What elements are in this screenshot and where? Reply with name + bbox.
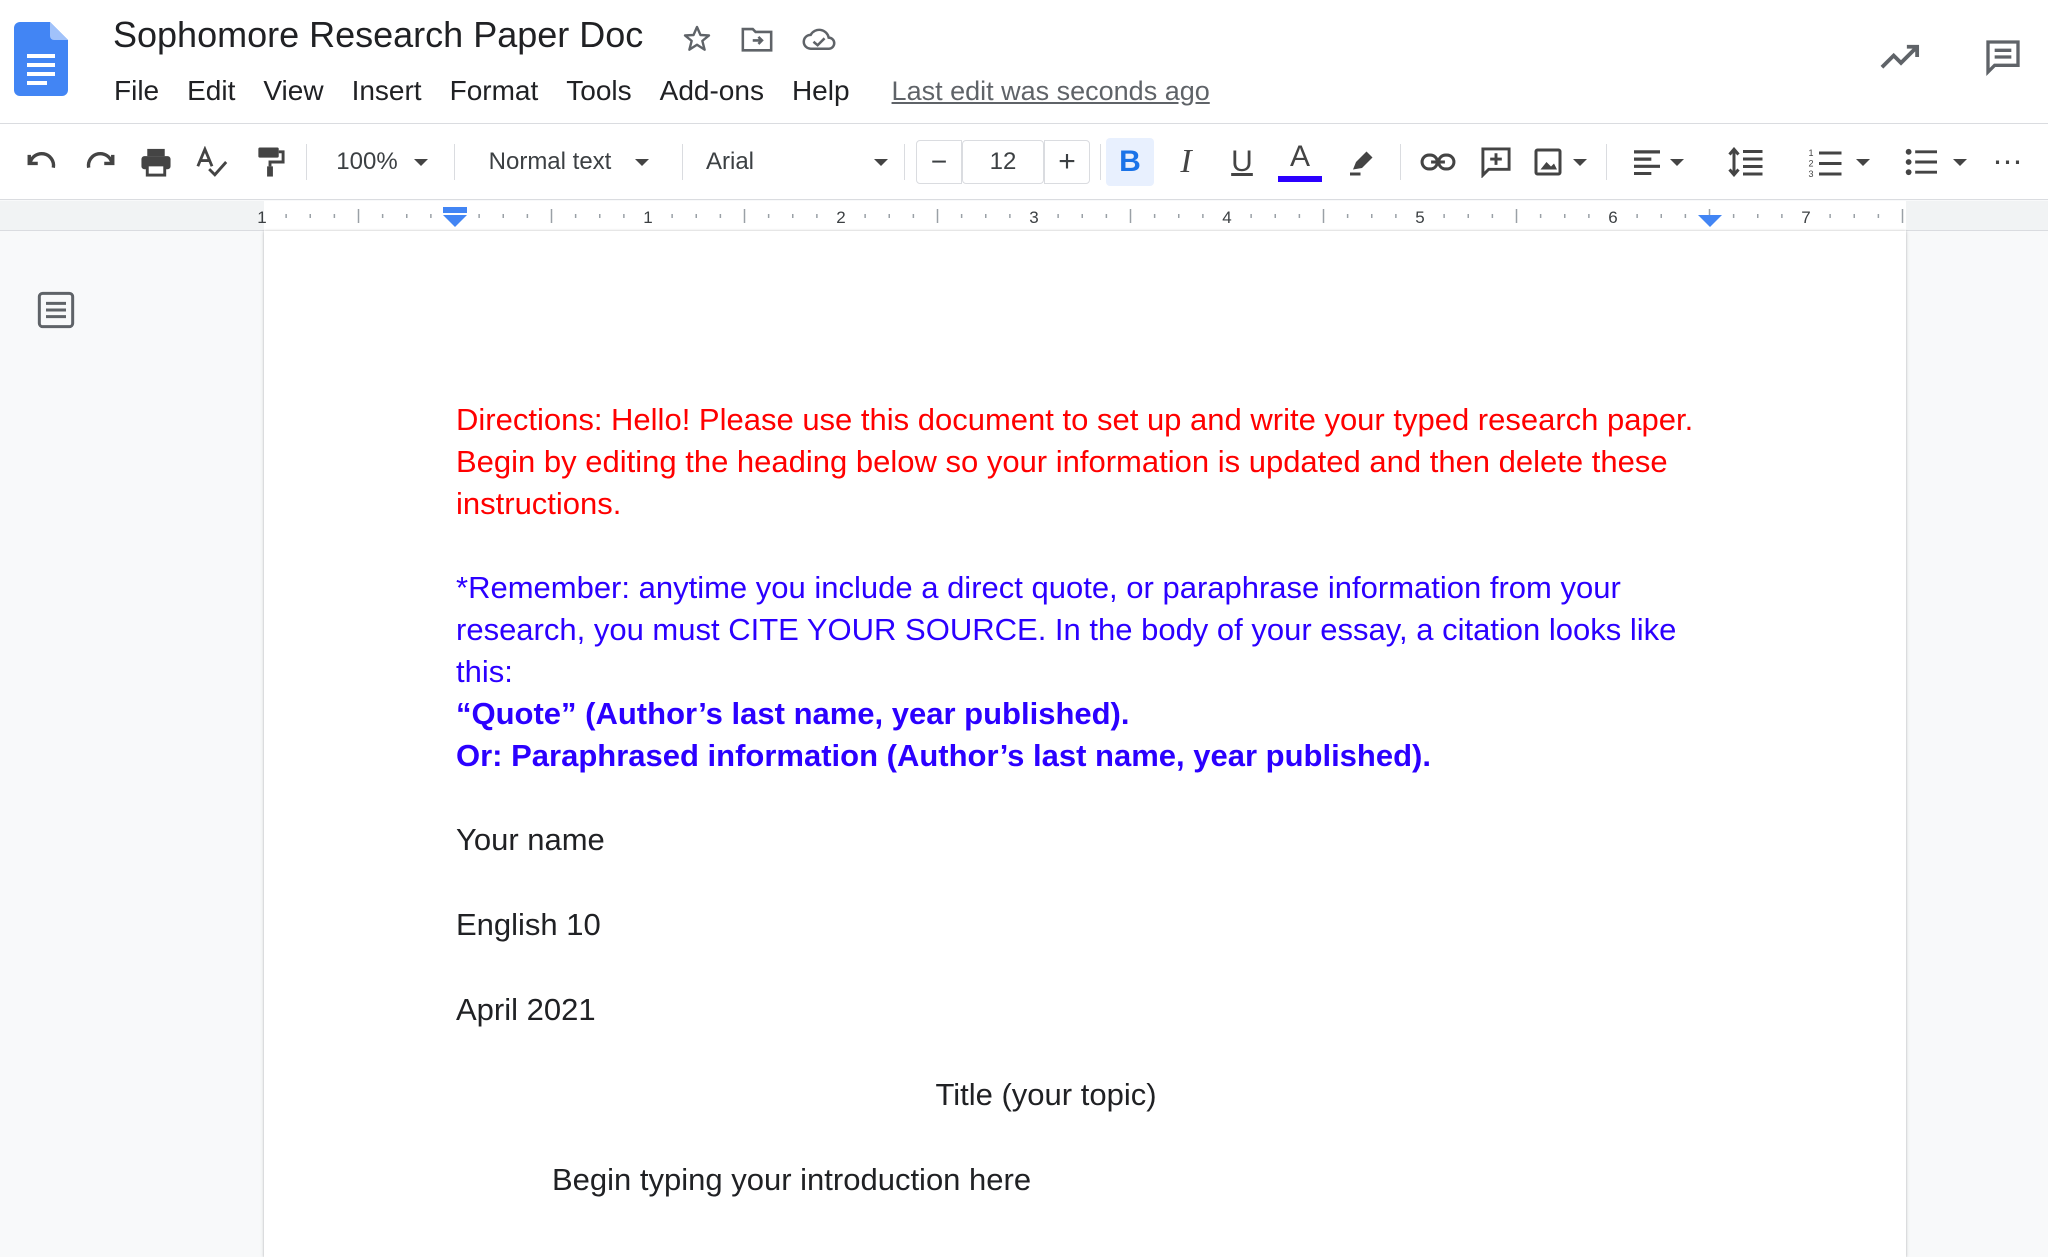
- chevron-down-icon: [1953, 159, 1967, 166]
- more-options-button[interactable]: ⋯: [1992, 145, 2024, 179]
- document-title[interactable]: Sophomore Research Paper Doc: [113, 14, 644, 55]
- ruler-label: 7: [1801, 208, 1811, 227]
- increase-font-size-button[interactable]: +: [1044, 140, 1090, 184]
- blank-line: [456, 861, 1706, 904]
- remember-paragraph[interactable]: *Remember: anytime you include a direct quote, or paraphrase information from your research, you must CITE YOUR SOURCE. In the body of your essay, a citation looks like this:: [456, 570, 1677, 689]
- header: [0, 0, 2048, 124]
- comment-history-icon[interactable]: [1978, 32, 2028, 82]
- spelling-grammar-icon[interactable]: [188, 138, 236, 186]
- heading-date[interactable]: April 2021: [456, 992, 596, 1027]
- star-icon[interactable]: [678, 20, 716, 58]
- toolbar-divider: [1400, 144, 1401, 180]
- ruler-label: 1: [257, 208, 267, 227]
- paint-format-icon[interactable]: [246, 138, 294, 186]
- ruler-scale: [0, 201, 2048, 231]
- svg-text:3: 3: [1808, 169, 1814, 177]
- menu-file[interactable]: File: [114, 75, 160, 106]
- toolbar-divider: [1606, 144, 1607, 180]
- image-icon: [1533, 147, 1563, 177]
- blank-line: [456, 777, 1706, 819]
- chevron-down-icon: [1670, 159, 1684, 166]
- blank-line: [456, 1031, 1706, 1074]
- ruler-label: 2: [836, 208, 846, 227]
- heading-name[interactable]: Your name: [456, 822, 605, 857]
- ruler-label: 3: [1029, 208, 1039, 227]
- toolbar-divider: [306, 144, 307, 180]
- toolbar-divider: [904, 144, 905, 180]
- blank-line: [456, 525, 1706, 567]
- menu-edit[interactable]: Edit: [187, 75, 236, 106]
- activity-dashboard-icon[interactable]: [1876, 32, 1926, 82]
- bulleted-list-icon: [1905, 147, 1937, 177]
- bulleted-list-button[interactable]: [1898, 138, 1974, 186]
- svg-text:2: 2: [1808, 158, 1814, 169]
- heading-class[interactable]: English 10: [456, 907, 601, 942]
- toolbar-divider: [1100, 144, 1101, 180]
- toolbar-divider: [454, 144, 455, 180]
- chevron-down-icon: [1856, 159, 1870, 166]
- numbered-list-icon: [1808, 147, 1842, 177]
- highlight-color-icon[interactable]: [1338, 138, 1386, 186]
- chevron-down-icon: [635, 159, 649, 166]
- document-body[interactable]: [456, 399, 1706, 1201]
- citation-paraphrase-example[interactable]: Or: Paraphrased information (Author’s last name, year published).: [456, 738, 1431, 773]
- ruler-label: 6: [1608, 208, 1618, 227]
- text-color-swatch: [1278, 176, 1322, 182]
- align-left-icon: [1632, 149, 1662, 175]
- citation-quote-example[interactable]: “Quote” (Author’s last name, year published).: [456, 696, 1130, 731]
- menu-view[interactable]: View: [263, 75, 324, 106]
- document-outline-icon[interactable]: [36, 290, 76, 330]
- font-value: Arial: [706, 148, 755, 175]
- ruler-label: 4: [1222, 208, 1232, 227]
- decrease-font-size-button[interactable]: −: [916, 140, 962, 184]
- ruler-label: 5: [1415, 208, 1425, 227]
- paragraph-style-value: Normal text: [488, 148, 612, 175]
- insert-link-icon[interactable]: [1414, 138, 1462, 186]
- svg-text:1: 1: [1808, 148, 1814, 158]
- zoom-select[interactable]: [320, 138, 444, 186]
- menu-insert[interactable]: Insert: [351, 75, 422, 106]
- menu-help[interactable]: Help: [791, 75, 850, 106]
- introduction-paragraph[interactable]: Begin typing your introduction here: [552, 1162, 1032, 1197]
- blank-line: [456, 1116, 1706, 1159]
- font-size-input[interactable]: 12: [962, 140, 1044, 184]
- toolbar-divider: [682, 144, 683, 180]
- paragraph-style-select[interactable]: [472, 138, 666, 186]
- toolbar: [0, 124, 2048, 200]
- menu-bar: [100, 70, 1210, 112]
- last-edit-link[interactable]: Last edit was seconds ago: [891, 75, 1210, 106]
- font-select[interactable]: [706, 138, 892, 186]
- add-comment-icon[interactable]: [1472, 138, 1520, 186]
- document-page[interactable]: [264, 231, 1906, 1257]
- chevron-down-icon: [1573, 159, 1587, 166]
- underline-button[interactable]: U: [1231, 145, 1253, 178]
- redo-icon[interactable]: [76, 138, 124, 186]
- menu-add-ons[interactable]: Add-ons: [659, 75, 764, 106]
- directions-paragraph[interactable]: Directions: Hello! Please use this document to set up and write your typed research paper. Begin by editing the heading below so your information is updated and then delete these instructions.: [456, 402, 1694, 521]
- cloud-status-icon[interactable]: [800, 20, 838, 58]
- line-spacing-icon[interactable]: [1722, 138, 1770, 186]
- print-icon[interactable]: [132, 138, 180, 186]
- text-color-button[interactable]: A: [1276, 138, 1324, 186]
- zoom-value: 100%: [336, 148, 398, 175]
- move-to-folder-icon[interactable]: [738, 20, 776, 58]
- ruler-label: 1: [643, 208, 653, 227]
- menu-tools[interactable]: Tools: [566, 75, 632, 106]
- numbered-list-button[interactable]: [1800, 138, 1878, 186]
- chevron-down-icon: [874, 159, 888, 166]
- ruler[interactable]: [0, 201, 2048, 231]
- menu-format[interactable]: Format: [449, 75, 539, 106]
- paper-title[interactable]: Title (your topic): [935, 1077, 1157, 1112]
- align-button[interactable]: [1628, 138, 1688, 186]
- italic-button[interactable]: I: [1180, 143, 1192, 180]
- blank-line: [456, 946, 1706, 989]
- undo-icon[interactable]: [18, 138, 66, 186]
- google-docs-logo-icon[interactable]: [14, 22, 68, 96]
- insert-image-button[interactable]: [1528, 138, 1592, 186]
- bold-button[interactable]: B: [1106, 138, 1154, 186]
- chevron-down-icon: [414, 159, 428, 166]
